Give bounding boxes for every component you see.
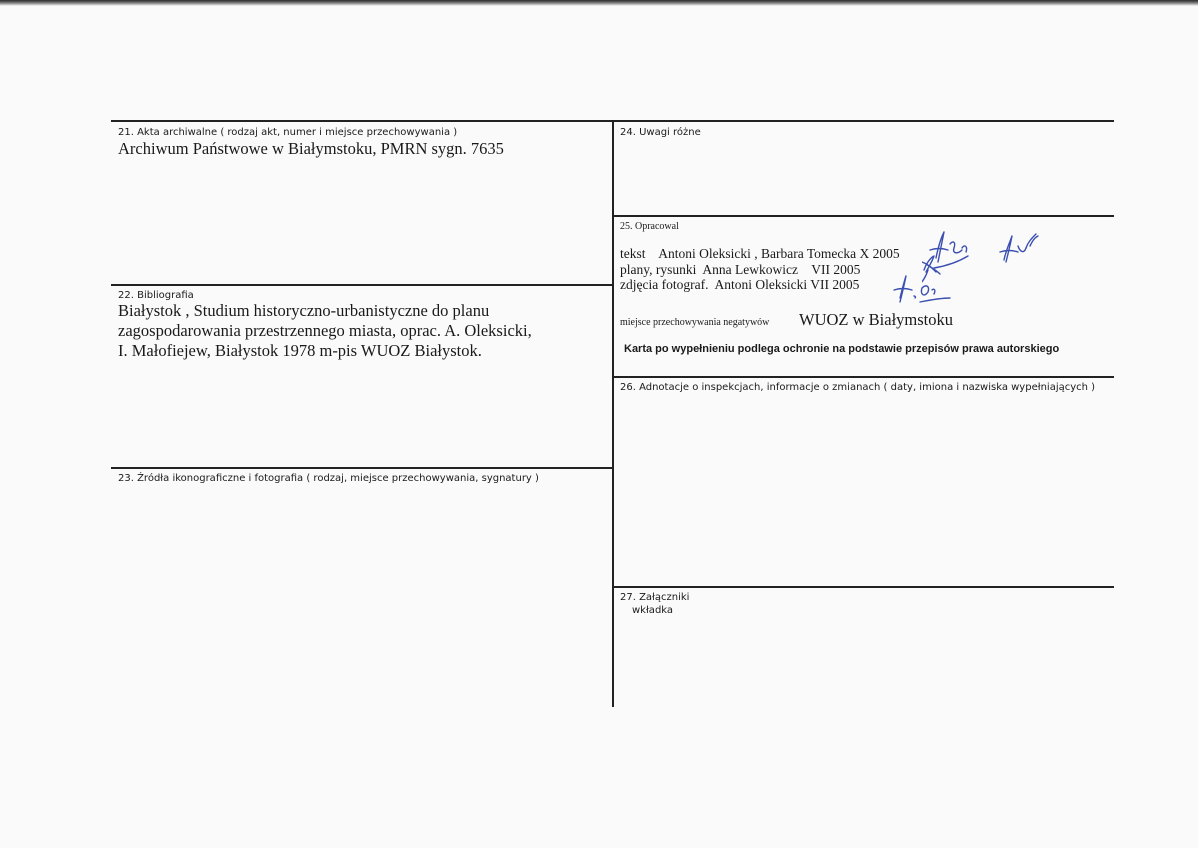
section-26-label: 26. Adnotacje o inspekcjach, informacje o zmianach ( daty, imiona i nazwiska wypełniających ) (620, 382, 1096, 393)
section-27-item: wkładka (632, 605, 674, 616)
section-21-label: 21. Akta archiwalne ( rodzaj akt, numer i miejsce przechowywania ) (118, 127, 458, 138)
scan-edge (0, 0, 1198, 6)
section-25-plans-line: plany, rysunki Anna Lewkowicz VII 2005 (620, 262, 861, 277)
handwritten-initials (890, 270, 960, 310)
section-24-label: 24. Uwagi różne (620, 127, 701, 138)
negatives-label: miejsce przechowywania negatywów (620, 317, 770, 328)
column-divider (612, 121, 614, 707)
section-21-text: Archiwum Państwowe w Białymstoku, PMRN sygn. 7635 (118, 139, 504, 158)
rule-22 (111, 284, 613, 286)
section-22-line-1: Białystok , Studium historyczno-urbanistyczne do planu (118, 301, 490, 320)
section-23-label: 23. Źródła ikonograficzne i fotografia ( rodzaj, miejsce przechowywania, sygnatury ) (118, 473, 539, 484)
copyright-note: Karta po wypełnieniu podlega ochronie na podstawie przepisów prawa autorskiego (624, 343, 1060, 355)
rule-26 (613, 376, 1114, 378)
section-25-photos-line: zdjęcia fotograf. Antoni Oleksicki VII 2005 (620, 277, 860, 292)
rule-25 (613, 215, 1114, 217)
section-22-line-2: zagospodarowania przestrzennego miasta, oprac. A. Oleksicki, (118, 321, 532, 340)
rule-23 (111, 467, 613, 469)
section-25-label: 25. Opracowal (620, 221, 679, 232)
section-27-label: 27. Załączniki (620, 592, 690, 603)
section-22-label: 22. Bibliografia (118, 290, 194, 301)
section-25-text-line: tekst Antoni Oleksicki , Barbara Tomecka X 2005 (620, 246, 900, 261)
section-22-line-3: I. Małofiejew, Białystok 1978 m-pis WUOZ Białystok. (118, 341, 482, 360)
rule-27 (613, 586, 1114, 588)
negatives-value: WUOZ w Białymstoku (799, 310, 953, 329)
